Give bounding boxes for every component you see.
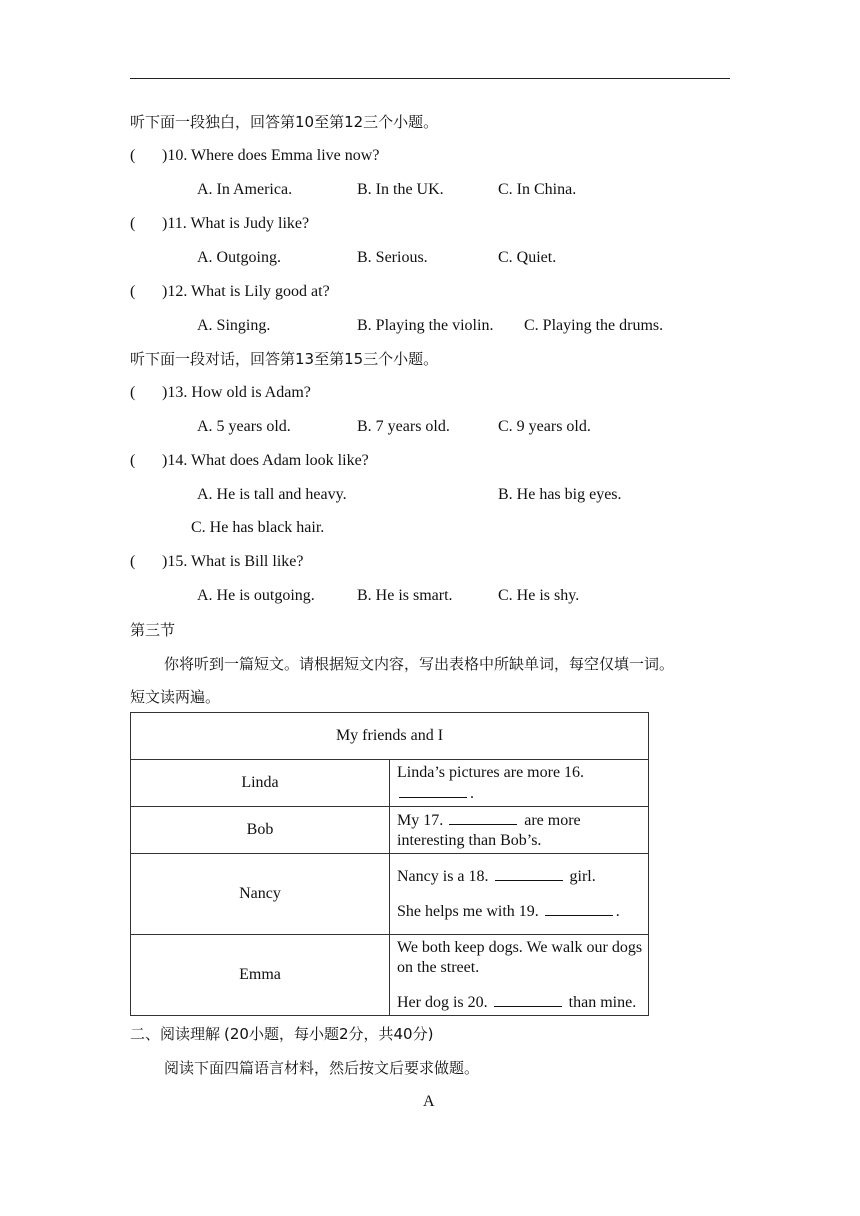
- answer-paren: (: [130, 384, 136, 401]
- question-13-option-c: C. 9 years old.: [498, 418, 591, 435]
- table-title: My friends and I: [131, 713, 649, 760]
- row-text: .: [470, 784, 474, 802]
- question-13-option-b: B. 7 years old.: [357, 418, 450, 435]
- row-name-emma: Emma: [131, 935, 390, 1016]
- question-14-stem: )14. What does Adam look like?: [162, 452, 369, 469]
- header-rule: [130, 78, 730, 79]
- blank-19[interactable]: [545, 901, 613, 916]
- blank-16[interactable]: [399, 783, 467, 798]
- question-11-option-c: C. Quiet.: [498, 249, 557, 266]
- row-text: She helps me with 19.: [397, 903, 539, 920]
- question-11-stem: )11. What is Judy like?: [162, 215, 310, 232]
- row-text: My 17.: [397, 811, 444, 829]
- answer-paren: (: [130, 147, 136, 164]
- blank-18[interactable]: [495, 866, 563, 881]
- section-3-instruction-cont: 短文读两遍。: [130, 688, 221, 706]
- row-text: Nancy is a 18.: [397, 868, 489, 885]
- row-text: girl.: [569, 868, 596, 885]
- row-text: We both keep dogs. We walk our dogs on the street.: [397, 938, 643, 976]
- question-10-option-c: C. In China.: [498, 181, 577, 198]
- row-text: are more interesting than Bob’s.: [397, 811, 581, 849]
- table-row: [131, 854, 649, 935]
- part-2-title: 二、阅读理解: [130, 1025, 221, 1043]
- section-3-title: 第三节: [130, 621, 176, 639]
- question-12-option-b: B. Playing the violin.: [357, 317, 494, 334]
- question-15-stem: )15. What is Bill like?: [162, 553, 304, 570]
- question-11-option-b: B. Serious.: [357, 249, 428, 266]
- question-15-option-b: B. He is smart.: [357, 587, 453, 604]
- part-2-heading: [130, 1024, 433, 1045]
- question-10-stem: )10. Where does Emma live now?: [162, 147, 380, 164]
- answer-paren: (: [130, 283, 136, 300]
- passage-label: A: [423, 1093, 435, 1110]
- section-heading-monologue: 听下面一段独白，回答第10至第12三个小题。: [130, 113, 439, 131]
- row-text: .: [615, 903, 620, 920]
- section-heading-dialogue: 听下面一段对话，回答第13至第15三个小题。: [130, 350, 439, 368]
- row-content-linda: [390, 760, 649, 807]
- row-content-emma: [390, 935, 649, 1016]
- part-2-score: (20小题，每小题2分，共40分): [224, 1025, 434, 1043]
- question-14-option-c: C. He has black hair.: [191, 519, 325, 536]
- question-11-option-a: A. Outgoing.: [197, 249, 281, 266]
- question-12-option-a: A. Singing.: [197, 317, 271, 334]
- row-name-linda: Linda: [131, 760, 390, 807]
- row-text: Linda’s pictures are more 16.: [397, 763, 585, 781]
- table-row: [131, 760, 649, 807]
- table-row: [131, 935, 649, 1016]
- table-row: [131, 807, 649, 854]
- answer-paren: (: [130, 452, 136, 469]
- question-12-stem: )12. What is Lily good at?: [162, 283, 330, 300]
- row-text: than mine.: [568, 993, 637, 1011]
- question-14-option-a: A. He is tall and heavy.: [197, 486, 347, 503]
- friends-table: [130, 712, 649, 1016]
- row-content-bob: [390, 807, 649, 854]
- row-content-nancy: [390, 854, 649, 935]
- question-14-option-b: B. He has big eyes.: [498, 486, 622, 503]
- section-3-instruction: 你将听到一篇短文。请根据短文内容，写出表格中所缺单词，每空仅填一词。: [164, 655, 675, 673]
- answer-paren: (: [130, 215, 136, 232]
- row-text: Her dog is 20.: [397, 993, 488, 1011]
- question-13-stem: )13. How old is Adam?: [162, 384, 311, 401]
- question-10-option-b: B. In the UK.: [357, 181, 444, 198]
- part-2-instruction: 阅读下面四篇语言材料，然后按文后要求做题。: [164, 1059, 480, 1077]
- blank-17[interactable]: [449, 810, 517, 825]
- row-name-bob: Bob: [131, 807, 390, 854]
- question-15-option-a: A. He is outgoing.: [197, 587, 315, 604]
- question-12-option-c: C. Playing the drums.: [524, 317, 664, 334]
- row-name-nancy: Nancy: [131, 854, 390, 935]
- question-10-option-a: A. In America.: [197, 181, 293, 198]
- question-13-option-a: A. 5 years old.: [197, 418, 291, 435]
- question-15-option-c: C. He is shy.: [498, 587, 580, 604]
- blank-20[interactable]: [494, 992, 562, 1007]
- answer-paren: (: [130, 553, 136, 570]
